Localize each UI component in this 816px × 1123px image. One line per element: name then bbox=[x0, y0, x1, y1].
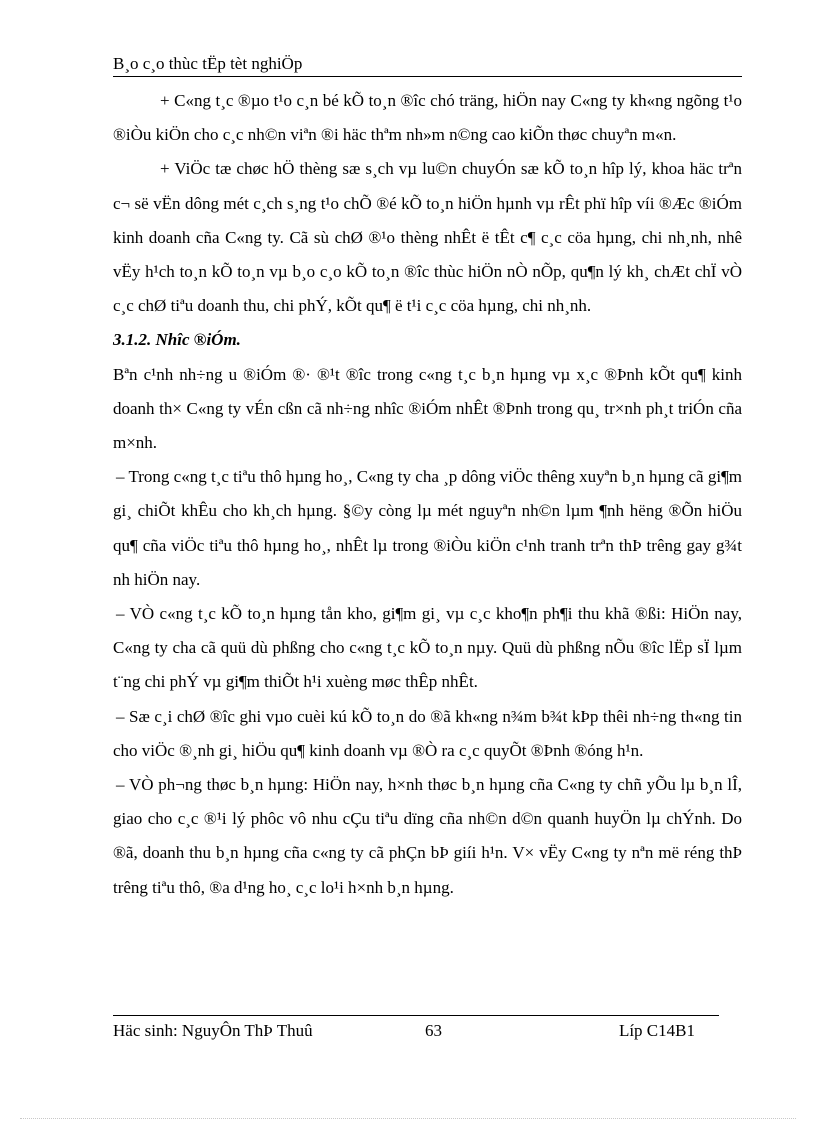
page-header: B¸o c¸o thùc tËp tèt nghiÖp bbox=[113, 52, 742, 77]
footer-student: Häc sinh: NguyÔn ThÞ Thuû bbox=[113, 1021, 313, 1040]
footer-class: Líp C14B1 bbox=[618, 1021, 695, 1040]
bullet-sales-discount: – Trong c«ng t¸c tiªu thô hµng ho¸, C«ng ty cha ¸p dông viÖc thêng xuyªn b¸n hµng cã gi¶m gi¸ chiÕt khÊu cho kh¸ch hµng. §©y còng lµ mét nguyªn nh©n lµm ¶nh hëng ®Õn hiÖu qu¶ cña viÖc tiªu thô hµng ho¸, nhÊt lµ trong ®iÒu kiÖn c¹nh tranh trªn thÞ trêng gay g¾t nh hiÖn nay. bbox=[113, 467, 742, 589]
paragraph-bookkeeping: + ViÖc tæ chøc hÖ thèng sæ s¸ch vµ lu©n chuyÓn sæ kÕ to¸n hîp lý, khoa häc trªn c¬ së vËn dông mét c¸ch s¸ng t¹o chÕ ®é kÕ to¸n hiÖn hµnh vµ rÊt phï hîp víi ®Æc ®iÓm kinh doanh cña C«ng ty. Cã sù chØ ®¹o thèng nhÊt ë tÊt c¶ c¸c cöa hµng, chi nh¸nh, nhê vËy h¹ch to¸n kÕ to¸n vµ b¸o c¸o kÕ to¸n ®îc thùc hiÖn nÒ nÕp, qu¶n lý kh¸ chÆt chÏ vÒ c¸c chØ tiªu doanh thu, chi phÝ, kÕt qu¶ ë t¹i c¸c cöa hµng, chi nh¸nh. bbox=[113, 159, 742, 316]
page-number: 63 bbox=[425, 1021, 442, 1040]
bullet-inventory: – VÒ c«ng t¸c kÕ to¸n hµng tån kho, gi¶m gi¸ vµ c¸c kho¶n ph¶i thu khã ®ßi: HiÖn nay, C«ng ty cha cã quü dù phßng cho c«ng t¸c kÕ to¸n nµy. Quü dù phßng nÕu ®îc lËp sÏ lµm t¨ng chi phÝ vµ gi¶m thiÕt h¹i xuèng møc thÊp nhÊt. bbox=[113, 604, 742, 692]
paragraph-intro: Bªn c¹nh nh÷ng u ®iÓm ®· ®¹t ®îc trong c«ng t¸c b¸n hµng vµ x¸c ®Þnh kÕt qu¶ kinh doanh th× C«ng ty vÉn cßn cã nh÷ng nhîc ®iÓm nhÊt ®Þnh trong qu¸ tr×nh ph¸t triÓn cña m×nh. bbox=[113, 364, 742, 453]
section-heading: 3.1.2. Nhîc ®iÓm. bbox=[113, 330, 241, 350]
paragraph-training: + C«ng t¸c ®µo t¹o c¸n bé kÕ to¸n ®îc chó träng, hiÖn nay C«ng ty kh«ng ngõng t¹o ®iÒu kiÖn cho c¸c nh©n viªn ®i häc thªm nh»m n©ng cao kiÕn thøc chuyªn m«n. bbox=[113, 91, 742, 145]
body-text bbox=[113, 84, 742, 905]
bullet-sales-method: – VÒ ph¬ng thøc b¸n hµng: HiÖn nay, h×nh thøc b¸n hµng cña C«ng ty chñ yÕu lµ b¸n lÎ, giao cho c¸c ®¹i lý phôc vô nhu cÇu tiªu dïng cña nh©n d©n quanh huyÖn lµ chÝnh. Do ®ã, doanh thu b¸n hµng cña c«ng ty cã phÇn bÞ giíi h¹n. V× vËy C«ng ty nªn më réng thÞ trêng tiªu thô, ®a d¹ng ho¸ c¸c lo¹i h×nh b¸n hµng. bbox=[113, 775, 742, 897]
bullet-ledger: – Sæ c¸i chØ ®îc ghi vµo cuèi kú kÕ to¸n do ®ã kh«ng n¾m b¾t kÞp thêi nh÷ng th«ng tin cho viÖc ®¸nh gi¸ hiÖu qu¶ kinh doanh vµ ®Ò ra c¸c quyÕt ®Þnh ®óng h¹n. bbox=[113, 706, 742, 760]
page-edge-dotted-line bbox=[20, 1118, 796, 1119]
footer-divider bbox=[113, 1015, 719, 1016]
